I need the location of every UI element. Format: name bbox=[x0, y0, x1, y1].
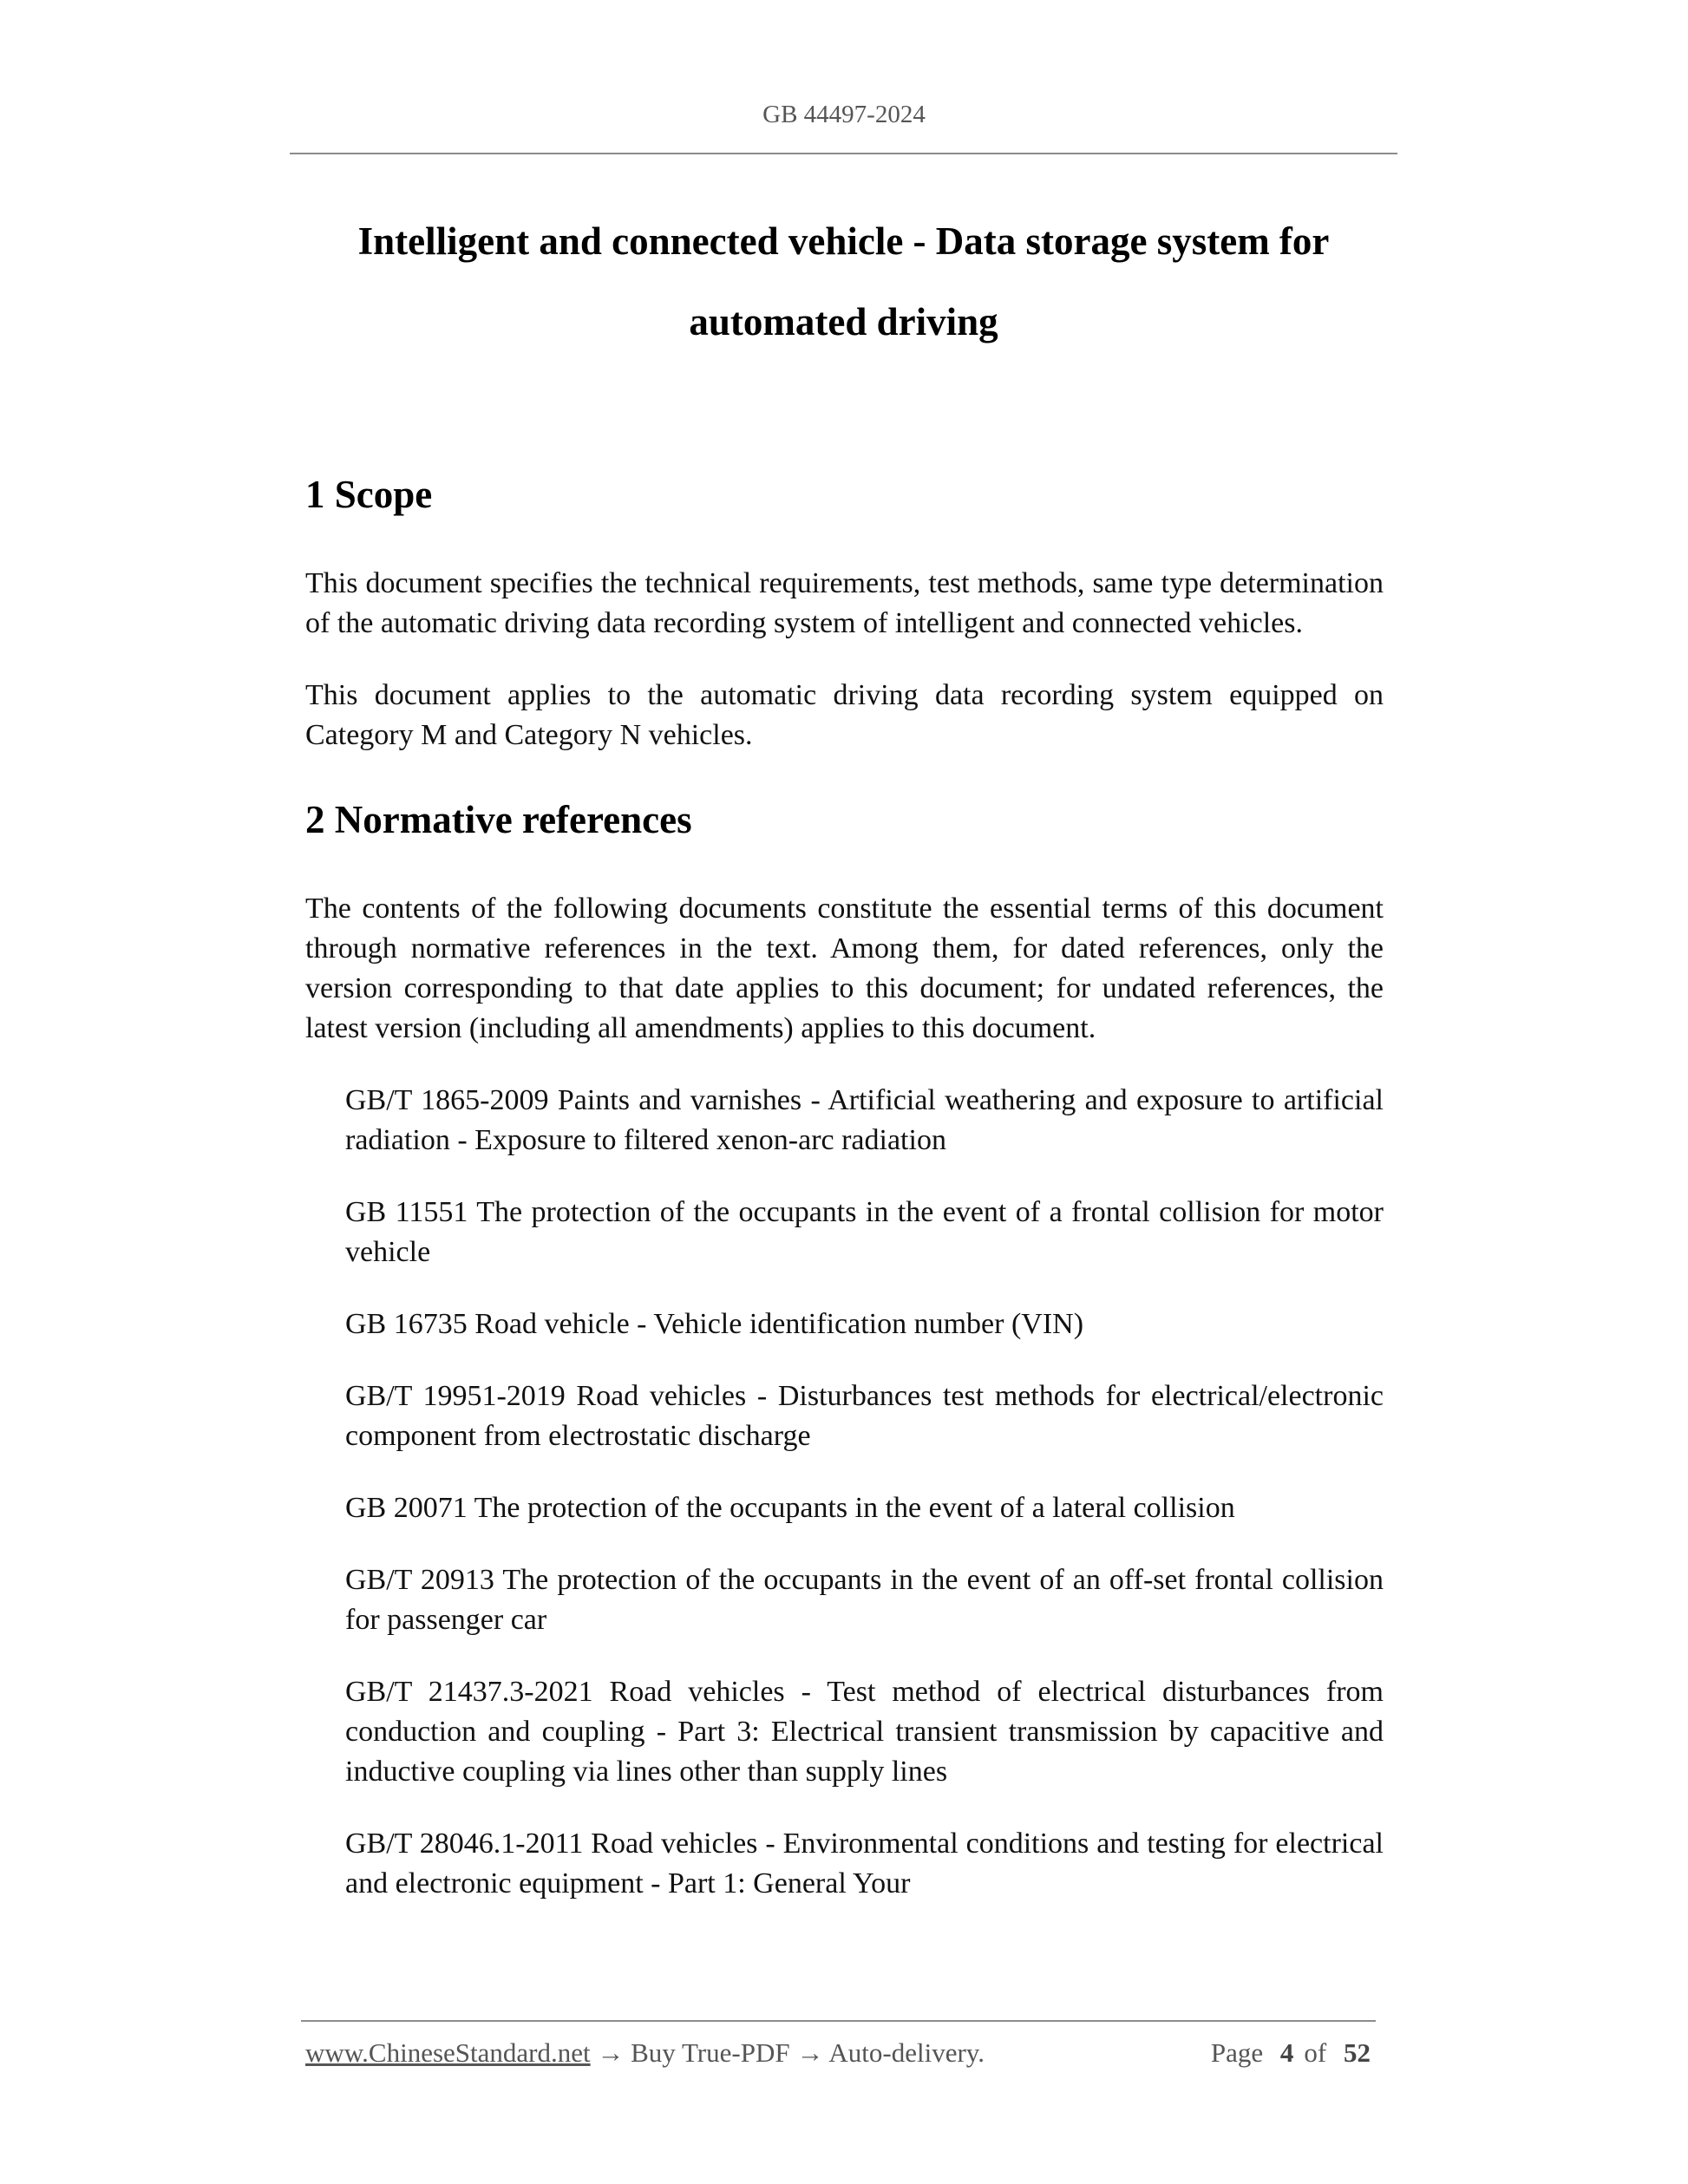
page-current: 4 bbox=[1279, 2037, 1294, 2068]
reference-item: GB 20071 The protection of the occupants in the event of a lateral collision bbox=[345, 1492, 1235, 1524]
page-total: 52 bbox=[1344, 2037, 1371, 2068]
reference-item: GB 16735 Road vehicle - Vehicle identification number (VIN) bbox=[345, 1308, 1084, 1340]
footer-divider bbox=[301, 2020, 1376, 2022]
title-line-2: automated driving bbox=[689, 300, 998, 343]
section-scope bbox=[305, 468, 1384, 755]
normative-references-intro: The contents of the following documents constitute the essential terms of this document through normative references in the text. Among them, for dated references, only the version corresponding to that date applies to this document; for undated references, the latest version (including all amendments) applies to this document. bbox=[305, 893, 1384, 1044]
footer-promo bbox=[305, 2035, 985, 2071]
arrow-right-icon: → bbox=[796, 2037, 824, 2068]
scope-paragraph-2: This document applies to the automatic driving data recording system equipped on Category M and Category N vehicles. bbox=[305, 679, 1384, 751]
title-line-1: Intelligent and connected vehicle - Data storage system for bbox=[357, 219, 1330, 263]
reference-list bbox=[305, 1081, 1384, 1904]
scope-paragraph-1: This document specifies the technical requirements, test methods, same type determination of the automatic driving data recording system of intelligent and connected vehicles. bbox=[305, 567, 1384, 639]
page-footer bbox=[305, 2035, 1371, 2071]
reference-item: GB 11551 The protection of the occupants in the event of a frontal collision for motor vehicle bbox=[345, 1196, 1384, 1268]
arrow-right-icon: → bbox=[597, 2037, 625, 2068]
footer-step-buy: Buy True-PDF bbox=[631, 2037, 790, 2068]
reference-item: GB/T 1865-2009 Paints and varnishes - Artificial weathering and exposure to artificial radiation - Exposure to filtered xenon-arc radiation bbox=[345, 1084, 1384, 1156]
section-normative-references bbox=[305, 794, 1384, 1904]
site-link[interactable]: www.ChineseStandard.net bbox=[305, 2037, 591, 2068]
running-header bbox=[0, 97, 1688, 132]
document-body bbox=[305, 468, 1384, 1936]
header-divider bbox=[290, 153, 1397, 154]
page-of: of bbox=[1304, 2037, 1327, 2068]
page-indicator bbox=[1211, 2035, 1371, 2071]
footer-step-delivery: Auto-delivery. bbox=[828, 2037, 985, 2068]
reference-item: GB/T 19951-2019 Road vehicles - Disturbances test methods for electrical/electronic component from electrostatic discharge bbox=[345, 1380, 1384, 1452]
reference-item: GB/T 20913 The protection of the occupants in the event of an off-set frontal collision for passenger car bbox=[345, 1564, 1384, 1636]
section-heading-scope: 1 Scope bbox=[305, 473, 433, 516]
document-code: GB 44497-2024 bbox=[762, 101, 926, 128]
page-label: Page bbox=[1210, 2037, 1264, 2068]
document-title bbox=[290, 201, 1397, 363]
reference-item: GB/T 28046.1-2011 Road vehicles - Environmental conditions and testing for electrical and electronic equipment - Part 1: General Your bbox=[345, 1828, 1384, 1900]
section-heading-normative-references: 2 Normative references bbox=[305, 798, 692, 841]
reference-item: GB/T 21437.3-2021 Road vehicles - Test method of electrical disturbances from conduction and coupling - Part 3: Electrical transient transmission by capacitive and inductive coupling via lines other than supply lines bbox=[345, 1676, 1384, 1788]
